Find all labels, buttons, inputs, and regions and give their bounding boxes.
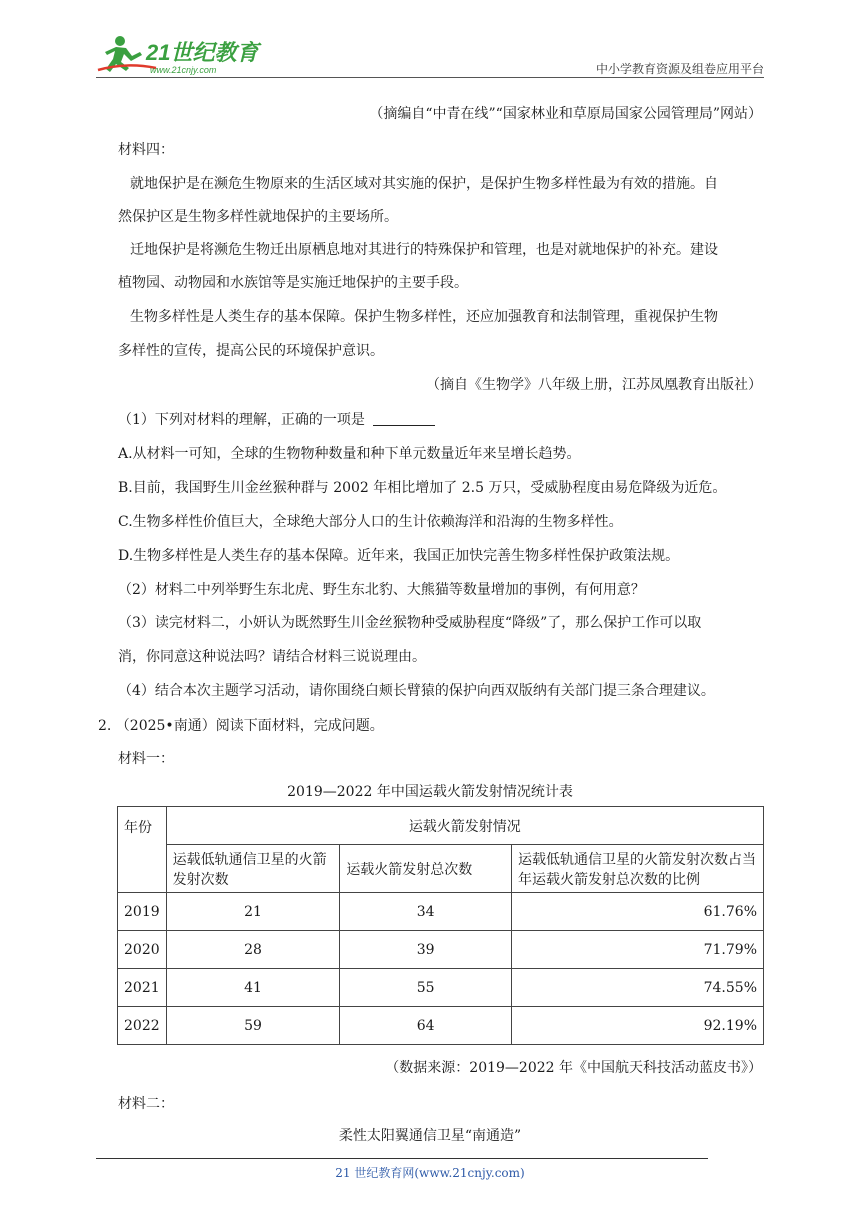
table-row — [118, 893, 764, 931]
problem-2-heading: 2. （2025•南通）阅读下面材料，完成问题。 — [98, 718, 384, 734]
question-4: （4）结合本次主题学习活动，请你围绕白颊长臂猿的保护向西双版纳有关部门提三条合理建议。 — [118, 683, 715, 699]
cell-a: 59 — [166, 1007, 340, 1045]
header-col-a: 运载低轨通信卫星的火箭发射次数 — [166, 845, 340, 893]
source-note-2: （摘自《生物学》八年级上册，江苏凤凰教育出版社） — [426, 377, 762, 393]
platform-name: 中小学教育资源及组卷应用平台 — [595, 62, 764, 76]
option-b: B.目前，我国野生川金丝猴种群与 2002 年相比增加了 2.5 万只，受威胁程度由易危降级为近危。 — [118, 480, 727, 496]
table-row — [118, 1007, 764, 1045]
cell-c: 71.79% — [512, 931, 764, 969]
cell-c: 92.19% — [512, 1007, 764, 1045]
option-a: A.从材料一可知，全球的生物物种数量和种下单元数量近年来呈增长趋势。 — [118, 446, 581, 462]
header-year: 年份 — [118, 807, 167, 893]
material-1-title: 材料一： — [118, 751, 174, 767]
cell-year: 2020 — [118, 931, 167, 969]
footer-link[interactable]: 21 世纪教育网(www.21cnjy.com) — [335, 1166, 525, 1180]
cell-year: 2021 — [118, 969, 167, 1007]
table-title: 2019—2022 年中国运载火箭发射情况统计表 — [287, 784, 573, 800]
source-note-1: （摘编自“中青在线”“国家林业和草原局国家公园管理局”网站） — [369, 106, 762, 122]
question-2: （2）材料二中列举野生东北虎、野生东北豹、大熊猫等数量增加的事例，有何用意？ — [118, 582, 645, 598]
launch-stats-table — [117, 806, 764, 1045]
paragraph-3b: 多样性的宣传，提高公民的环境保护意识。 — [118, 343, 384, 359]
table-row — [118, 931, 764, 969]
logo-url: www.21cnjy.com — [150, 65, 217, 75]
cell-c: 61.76% — [512, 893, 764, 931]
material-2-subtitle: 柔性太阳翼通信卫星“南通造” — [338, 1128, 522, 1144]
cell-year: 2019 — [118, 893, 167, 931]
site-logo[interactable] — [96, 32, 266, 78]
question-3a: （3）读完材料二，小妍认为既然野生川金丝猴物种受威胁程度“降级”了，那么保护工作可以取 — [118, 615, 702, 631]
paragraph-1a: 就地保护是在濒危生物原来的生活区域对其实施的保护，是保护生物多样性最为有效的措施。自 — [130, 176, 718, 192]
header-col-c: 运载低轨通信卫星的火箭发射次数占当年运载火箭发射总次数的比例 — [512, 845, 764, 893]
data-source-note: （数据来源：2019—2022 年《中国航天科技活动蓝皮书》） — [385, 1060, 762, 1076]
paragraph-2a: 迁地保护是将濒危生物迁出原栖息地对其进行的特殊保护和管理，也是对就地保护的补充。建设 — [130, 242, 718, 258]
answer-blank[interactable] — [373, 411, 435, 426]
cell-b: 64 — [340, 1007, 512, 1045]
footer-divider — [96, 1158, 708, 1159]
cell-a: 41 — [166, 969, 340, 1007]
cell-year: 2022 — [118, 1007, 167, 1045]
cell-b: 34 — [340, 893, 512, 931]
header-col-b: 运载火箭发射总次数 — [340, 845, 512, 893]
header-group: 运载火箭发射情况 — [166, 807, 763, 845]
paragraph-2b: 植物园、动物园和水族馆等是实施迁地保护的主要手段。 — [118, 275, 468, 291]
cell-a: 28 — [166, 931, 340, 969]
option-d: D.生物多样性是人类生存的基本保障。近年来，我国正加快完善生物多样性保护政策法规。 — [118, 548, 680, 564]
question-3b: 消，你同意这种说法吗？请结合材料三说说理由。 — [118, 649, 426, 665]
cell-b: 55 — [340, 969, 512, 1007]
paragraph-1b: 然保护区是生物多样性就地保护的主要场所。 — [118, 209, 398, 225]
question-1 — [118, 410, 435, 430]
cell-c: 74.55% — [512, 969, 764, 1007]
logo-text: 21世纪教育 — [146, 40, 259, 65]
paragraph-3a: 生物多样性是人类生存的基本保障。保护生物多样性，还应加强教育和法制管理，重视保护生物 — [130, 309, 718, 325]
option-c: C.生物多样性价值巨大，全球绝大部分人口的生计依赖海洋和沿海的生物多样性。 — [118, 514, 623, 530]
header-divider — [96, 77, 764, 78]
question-1-text: （1）下列对材料的理解，正确的一项是 — [118, 412, 365, 428]
cell-a: 21 — [166, 893, 340, 931]
page-header — [96, 32, 764, 80]
cell-b: 39 — [340, 931, 512, 969]
runner-logo-icon — [96, 32, 266, 78]
material-4-title: 材料四： — [118, 142, 174, 158]
table-row — [118, 969, 764, 1007]
material-2-title: 材料二： — [118, 1096, 174, 1112]
